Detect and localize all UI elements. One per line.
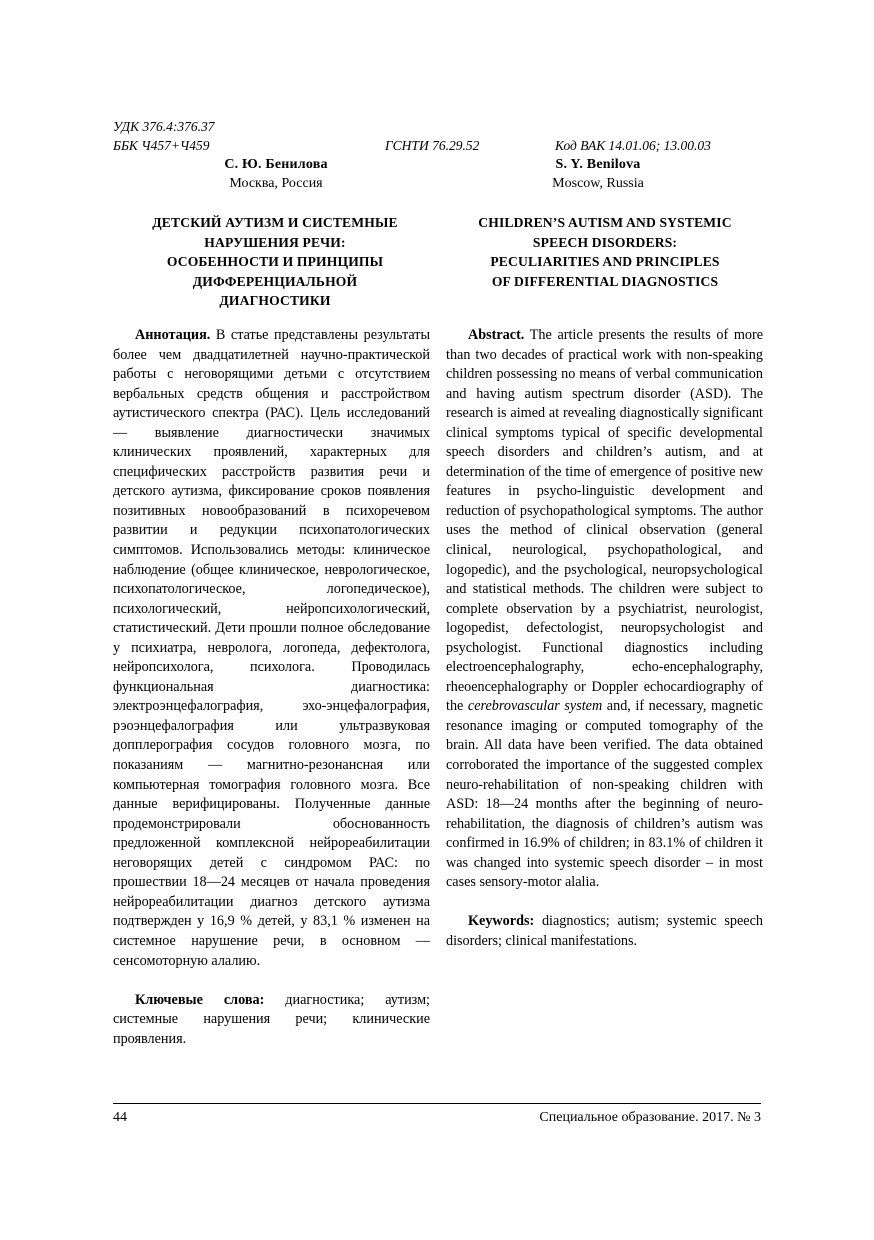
page-number: 44 — [113, 1110, 127, 1125]
column-english — [446, 326, 763, 951]
classification-codes — [113, 118, 761, 155]
keywords-paragraph-ru — [113, 991, 430, 1050]
title-ru-line-1: ДЕТСКИЙ АУТИЗМ И СИСТЕМНЫЕ — [152, 215, 398, 230]
abstract-paragraph-ru — [113, 326, 430, 971]
author-name-en: S. Y. Benilova — [555, 157, 641, 172]
abstract-text-en-part1: The article presents the results of more than two decades of practical work with non-speaking children possessing no means of verbal communication and having autism spectrum disorder (ASD). The research is aimed at revealing diagnostically significant clinical symptoms typical of specific developmental speech disorders and children’s autism, and at determination of the time of emergence of positive new features in psycho-linguistic development and reduction of psychopathological symptoms. The author uses the method of clinical observation (general clinical, neurological, psychopathological, and logopedic), and the psychological, neuropsychological and statistical methods. The children were subject to complete observation by a psychiatrist, neurologist, logopedist, defectologist, neuropsychologist and psychologist. Functional diagnostics including electroencephalography, echo-encephalography, rheoencephalography or Doppler echocardiography of the — [446, 327, 763, 715]
column-russian — [113, 326, 430, 1049]
grnti-code: ГСНТИ 76.29.52 — [385, 137, 480, 153]
author-affiliation-en: Moscow, Russia — [552, 176, 644, 191]
author-block — [113, 155, 761, 195]
vak-code: Код ВАК 14.01.06; 13.00.03 — [555, 137, 711, 153]
title-en-line-3: PECULIARITIES AND PRINCIPLES — [490, 254, 720, 270]
title-ru-line-2: НАРУШЕНИЯ РЕЧИ: — [204, 234, 346, 250]
keywords-label-en: Keywords: — [468, 913, 535, 930]
author-name-ru: С. Ю. Бенилова — [224, 157, 328, 172]
author-affiliation-ru: Москва, Россия — [229, 176, 323, 191]
title-ru-line-3: ОСОБЕННОСТИ И ПРИНЦИПЫ — [166, 254, 384, 270]
author-english — [443, 155, 753, 193]
keywords-text-ru: диагностика; аутизм; системные нарушения речи; клинические проявления. — [113, 991, 431, 1047]
title-en-line-4: OF DIFFERENTIAL DIAGNOSTICS — [491, 273, 719, 289]
title-en-line-1: CHILDREN’S AUTISM AND SYSTEMIC — [478, 215, 732, 230]
abstract-text-en-part2: and, if necessary, magnetic resonance imaging or computed tomography of the brain. All data have been verified. The data obtained corroborated the importance of the suggested complex neuro-rehabilitation of non-speaking children with ASD: 18—24 months after the beginning of neuro-rehabilitation, the diagnosis of children’s autism was confirmed in 16.9% of children; in 83.1% of children it was changed into systemic speech disorder – in most cases sensory-motor alalia. — [446, 698, 763, 891]
abstract-label-ru: Аннотация. — [135, 327, 211, 343]
article-title-ru — [117, 213, 433, 311]
article-title-en — [447, 213, 763, 291]
keywords-label-ru: Ключевые слова: — [135, 991, 265, 1008]
abstract-text-ru: В статье представлены результаты более чем двадцатилетней научно-практической работы с неговорящими детьми с отсутствием вербальных средств общения и расстройством аутистического спектра (РАС). Цель исследований — выявление диагностически значимых клинических проявлений, характерных для специфических расстройств развития речи и детского аутизма, фиксирование сроков появления позитивных новообразований в психоречевом развитии и редукции психопатологических симптомов. Использовались методы: клиническое наблюдение (общее клиническое, неврологическое, психопатологическое, логопедическое), психологический, нейропсихологический, статистический. Дети прошли полное обследование у психиатра, невролога, логопеда, дефектолога, нейропсихолога, психолога. Проводилась функциональная диагностика: электроэнцефалография, эхо-энцефалография, рэоэнцефалография или ультразвуковая допплерография сосудов головного мозга, по показаниям — магнитно-резонансная или компьютерная томография головного мозга. Все данные верифицированы. Полученные данные продемонстрировали обоснованность предложенной комплексной нейрореабилитации неговорящих детей с синдромом РАС: по прошествии 18—24 месяцев от начала проведения нейрореабилитации диагноз детского аутизма подтвержден у 16,9 % детей, у 83,1 % изменен на системное нарушение речи, в основном — сенсомоторную алалию. — [113, 327, 430, 969]
udk-code: УДК 376.4:376.37 — [113, 119, 215, 134]
abstract-paragraph-en — [446, 326, 763, 893]
title-ru-line-5: ДИАГНОСТИКИ — [219, 293, 331, 309]
title-en-line-2: SPEECH DISORDERS: — [532, 234, 678, 250]
classification-row-2 — [113, 137, 761, 156]
abstract-label-en: Abstract. — [468, 327, 525, 343]
keywords-paragraph-en — [446, 912, 763, 951]
journal-source: Специальное образование. 2017. № 3 — [539, 1110, 761, 1125]
keywords-text-en: diagnostics; autism; systemic speech disorders; clinical manifestations. — [446, 913, 763, 949]
classification-row-1 — [113, 118, 761, 137]
bbk-code: ББК Ч457+Ч459 — [113, 137, 210, 153]
author-russian — [121, 155, 431, 193]
page-footer — [113, 1108, 761, 1130]
title-ru-line-4: ДИФФЕРЕНЦИАЛЬНОЙ — [192, 273, 358, 289]
footer-divider — [113, 1103, 761, 1104]
abstract-italic-phrase-en: cerebrovascular system — [467, 698, 603, 715]
